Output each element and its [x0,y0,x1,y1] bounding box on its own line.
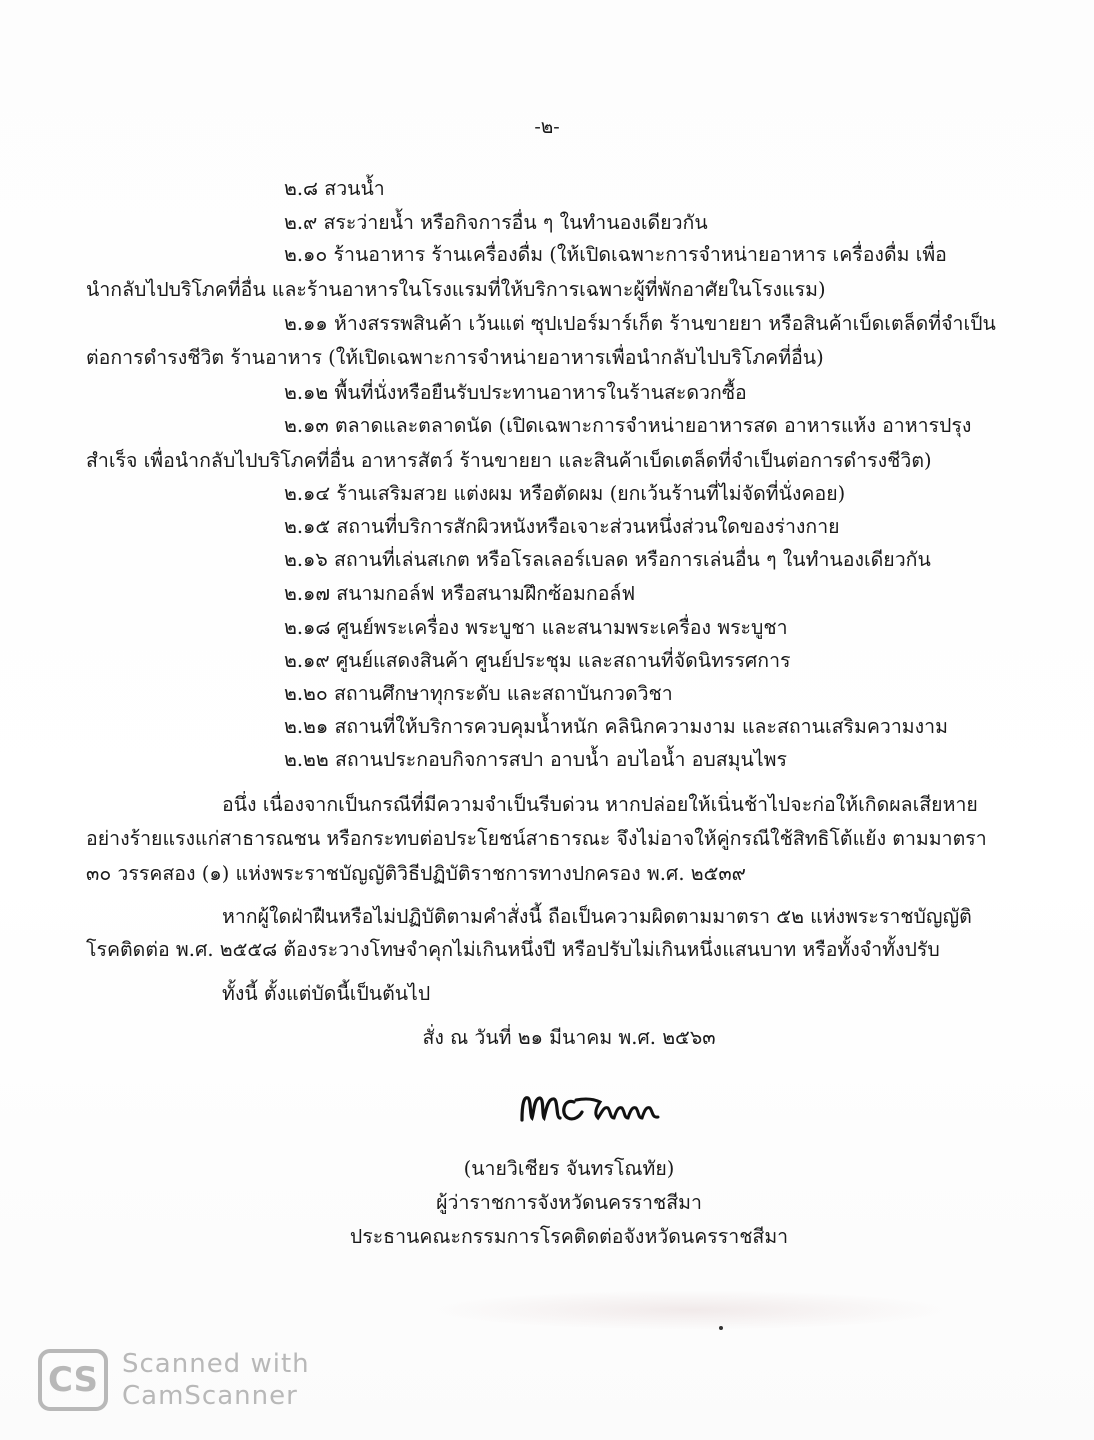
page-number: -๒- [534,116,560,138]
list-item-2-19: ๒.๑๙ ศูนย์แสดงสินค้า ศูนย์ประชุม และสถานที่จัดนิทรรศการ [284,649,791,672]
list-item-2-17: ๒.๑๗ สนามกอล์ฟ หรือสนามฝึกซ้อมกอล์ฟ [284,582,636,605]
signer-name: (นายวิเชียร จันทรโณทัย) [463,1157,675,1180]
list-item-2-13: ๒.๑๓ ตลาดและตลาดนัด (เปิดเฉพาะการจำหน่ายอาหารสด อาหารแห้ง อาหารปรุง [284,414,972,437]
order-date: สั่ง ณ วันที่ ๒๑ มีนาคม พ.ศ. ๒๕๖๓ [422,1026,716,1049]
signer-title-governor: ผู้ว่าราชการจังหวัดนครราชสีมา [436,1191,702,1214]
list-item-2-20: ๒.๒๐ สถานศึกษาทุกระดับ และสถาบันกวดวิชา [284,682,673,705]
effective-statement: ทั้งนี้ ตั้งแต่บัดนี้เป็นต้นไป [222,982,431,1005]
list-item-2-15: ๒.๑๕ สถานที่บริการสักผิวหนังหรือเจาะส่วนหนึ่งส่วนใดของร่างกาย [284,515,840,538]
handwritten-signature [516,1090,666,1128]
camscanner-watermark-text [122,1348,310,1412]
scan-speck [719,1326,723,1330]
signer-title-committee-chair: ประธานคณะกรรมการโรคติดต่อจังหวัดนครราชสีมา [349,1225,789,1248]
list-item-2-21: ๒.๒๑ สถานที่ให้บริการควบคุมน้ำหนัก คลินิกความงาม และสถานเสริมความงาม [284,715,948,738]
watermark-line2: CamScanner [122,1381,298,1411]
paragraph-penalty-line1: หากผู้ใดฝ่าฝืนหรือไม่ปฏิบัติตามคำสั่งนี้ ถือเป็นความผิดตามมาตรา ๕๒ แห่งพระราชบัญญัติ [222,905,972,928]
list-item-2-12: ๒.๑๒ พื้นที่นั่งหรือยืนรับประทานอาหารในร้านสะดวกซื้อ [284,381,747,404]
camscanner-logo-icon: CS [38,1349,108,1411]
scan-smudge [430,1290,950,1330]
list-item-2-8: ๒.๘ สวนน้ำ [284,177,385,200]
list-item-2-10: ๒.๑๐ ร้านอาหาร ร้านเครื่องดื่ม (ให้เปิดเฉพาะการจำหน่ายอาหาร เครื่องดื่ม เพื่อ [284,243,947,266]
paragraph-urgency-line2: อย่างร้ายแรงแก่สาธารณชน หรือกระทบต่อประโยชน์สาธารณะ จึงไม่อาจให้คู่กรณีใช้สิทธิโต้แย้ง ตามมาตรา [86,827,987,850]
list-item-2-11-cont: ต่อการดำรงชีวิต ร้านอาหาร (ให้เปิดเฉพาะการจำหน่ายอาหารเพื่อนำกลับไปบริโภคที่อื่น) [86,346,824,369]
list-item-2-16: ๒.๑๖ สถานที่เล่นสเกต หรือโรลเลอร์เบลด หรือการเล่นอื่น ๆ ในทำนองเดียวกัน [284,548,931,571]
list-item-2-18: ๒.๑๘ ศูนย์พระเครื่อง พระบูชา และสนามพระเครื่อง พระบูชา [284,616,788,639]
list-item-2-14: ๒.๑๔ ร้านเสริมสวย แต่งผม หรือตัดผม (ยกเว้นร้านที่ไม่จัดที่นั่งคอย) [284,482,846,505]
paragraph-urgency-line3: ๓๐ วรรคสอง (๑) แห่งพระราชบัญญัติวิธีปฏิบัติราชการทางปกครอง พ.ศ. ๒๕๓๙ [86,862,746,885]
list-item-2-11: ๒.๑๑ ห้างสรรพสินค้า เว้นแต่ ซุปเปอร์มาร์เก็ต ร้านขายยา หรือสินค้าเบ็ดเตล็ดที่จำเป็น [284,312,996,335]
watermark-line1: Scanned with [122,1349,310,1379]
list-item-2-13-cont: สำเร็จ เพื่อนำกลับไปบริโภคที่อื่น อาหารสัตว์ ร้านขายยา และสินค้าเบ็ดเตล็ดที่จำเป็นต่อการดำรงชีวิต) [86,449,932,472]
paragraph-penalty-line2: โรคติดต่อ พ.ศ. ๒๕๕๘ ต้องระวางโทษจำคุกไม่เกินหนึ่งปี หรือปรับไม่เกินหนึ่งแสนบาท หรือทั้งจำทั้งปรับ [86,938,940,961]
list-item-2-22: ๒.๒๒ สถานประกอบกิจการสปา อาบน้ำ อบไอน้ำ อบสมุนไพร [284,748,787,771]
list-item-2-9: ๒.๙ สระว่ายน้ำ หรือกิจการอื่น ๆ ในทำนองเดียวกัน [284,211,708,234]
paragraph-urgency-line1: อนึ่ง เนื่องจากเป็นกรณีที่มีความจำเป็นรีบด่วน หากปล่อยให้เนิ่นช้าไปจะก่อให้เกิดผลเสียหาย [222,793,978,816]
list-item-2-10-cont: นำกลับไปบริโภคที่อื่น และร้านอาหารในโรงแรมที่ให้บริการเฉพาะผู้ที่พักอาศัยในโรงแรม) [86,278,826,301]
